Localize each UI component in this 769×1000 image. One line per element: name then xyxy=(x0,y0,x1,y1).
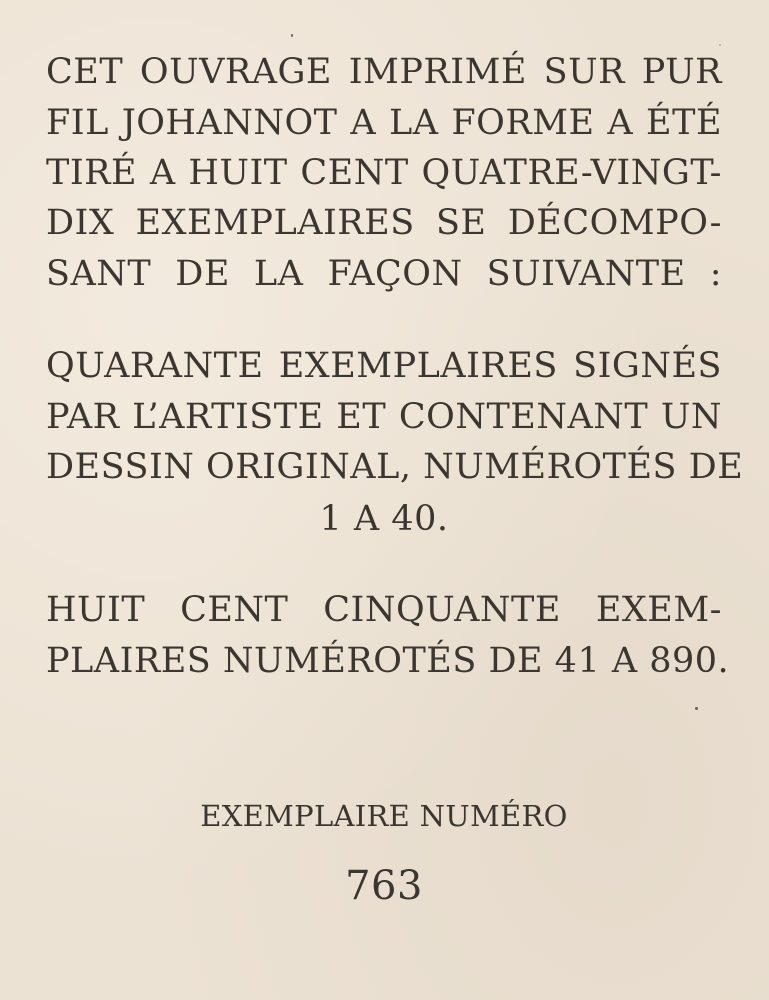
paragraph1-line-1: CET OUVRAGE IMPRIMÉ SUR PUR xyxy=(46,52,722,92)
copy-label: EXEMPLAIRE NUMÉRO xyxy=(200,799,568,833)
paragraph3-line-1: HUIT CENT CINQUANTE EXEM- xyxy=(46,590,722,630)
paragraph2-line-1: QUARANTE EXEMPLAIRES SIGNÉS xyxy=(46,346,722,386)
paragraph2-line-4: 1 A 40. xyxy=(319,499,449,539)
paper-speck xyxy=(695,707,698,710)
paragraph3-line-2: PLAIRES NUMÉROTÉS DE 41 A 890. xyxy=(46,641,730,681)
paragraph2-line-2: PAR L’ARTISTE ET CONTENANT UN xyxy=(46,397,722,437)
paper-speck xyxy=(719,44,721,46)
paper-speck xyxy=(291,34,293,37)
paragraph1-line-3: TIRÉ A HUIT CENT QUATRE-VINGT- xyxy=(46,153,722,193)
paragraph1-line-5: SANT DE LA FAÇON SUIVANTE : xyxy=(46,254,722,294)
paragraph2-line-3: DESSIN ORIGINAL, NUMÉROTÉS DE xyxy=(46,447,744,487)
copy-number: 763 xyxy=(345,863,423,909)
paragraph1-line-2: FIL JOHANNOT A LA FORME A ÉTÉ xyxy=(46,103,722,143)
paragraph1-line-4: DIX EXEMPLAIRES SE DÉCOMPO- xyxy=(46,203,722,243)
